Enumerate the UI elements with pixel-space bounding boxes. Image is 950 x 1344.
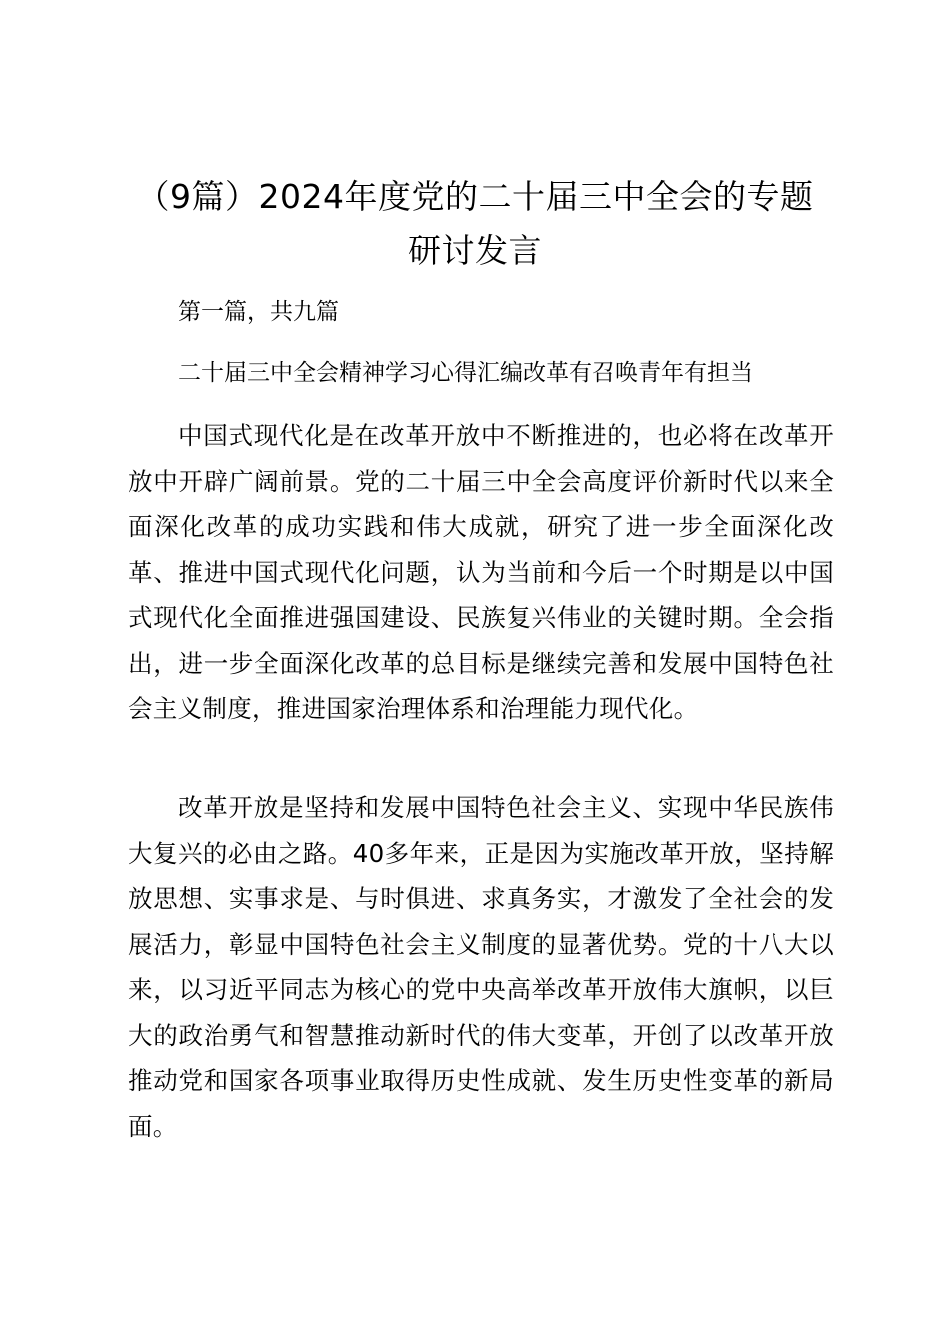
document-subheading: 第一篇，共九篇 (178, 299, 339, 325)
document-title: （9篇）2024年度党的二十届三中全会的专题研讨发言 (136, 177, 814, 270)
body-paragraph: 中国式现代化是在改革开放中不断推进的，也必将在改革开放中开辟广阔前景。党的二十届三中全会高度评价新时代以来全面深化改革的成功实践和伟大成就，研究了进一步全面深化改革、推进中国式现代化问题，认为当前和今后一个时期是以中国式现代化全面推进强国建设、民族复兴伟业的关键时期。全会指出，进一步全面深化改革的总目标是继续完善和发展中国特色社会主义制度，推进国家治理体系和治理能力现代化。 (128, 421, 834, 723)
article-title: 二十届三中全会精神学习心得汇编改革有召唤青年有担当 (178, 360, 753, 386)
body-paragraph: 改革开放是坚持和发展中国特色社会主义、实现中华民族伟大复兴的必由之路。40多年来，正是因为实施改革开放，坚持解放思想、实事求是、与时俱进、求真务实，才激发了全社会的发展活力，彰显中国特色社会主义制度的显著优势。党的十八大以来，以习近平同志为核心的党中央高举改革开放伟大旗帜，以巨大的政治勇气和智慧推动新时代的伟大变革，开创了以改革开放推动党和国家各项事业取得历史性成就、发生历史性变革的新局面。 (128, 793, 834, 1141)
